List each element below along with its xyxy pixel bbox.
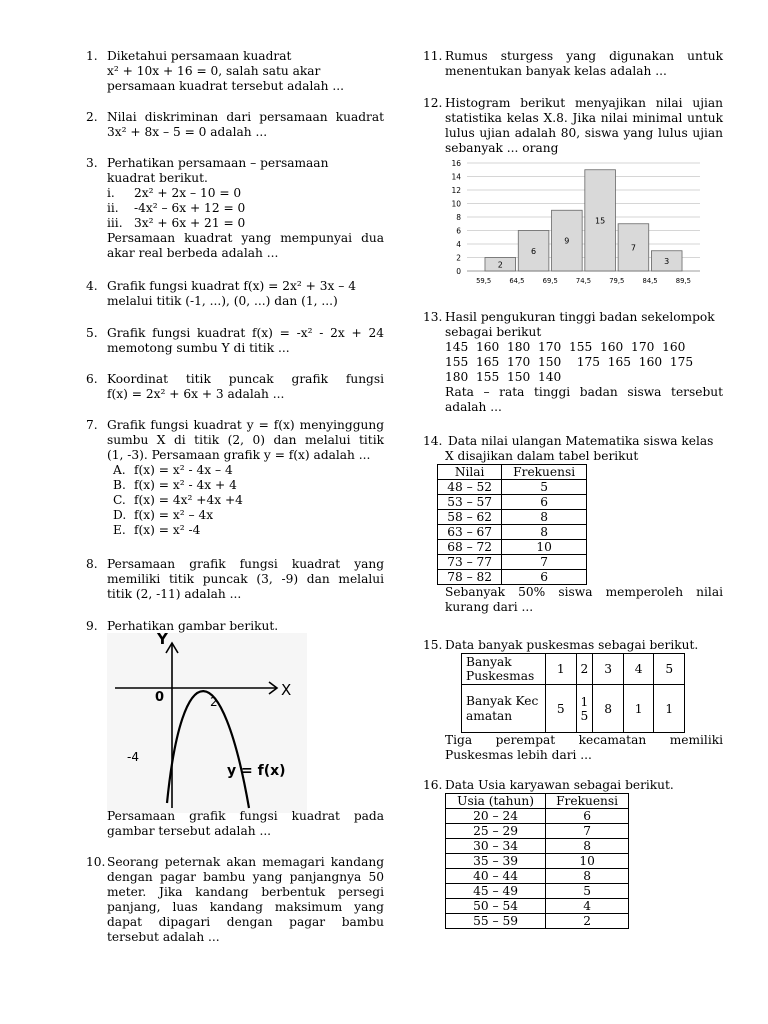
question-6: 6. Koordinat titik puncak grafik fungsi f(x) = 2x² + 6x + 3 adalah ... [86,372,384,401]
option-b: B. f(x) = x² - 4x + 4 [113,478,237,492]
question-4: 4. Grafik fungsi kuadrat f(x) = 2x² + 3x – 4 melalui titik (-1, ...), (0, ...) dan (1, ...) [86,279,356,308]
y-tick-label: 2 [456,253,461,263]
question-9: 9. Perhatikan gambar berikut. [86,619,279,633]
question-15: 15. Data banyak puskesmas sebagai berikut. Banyak Puskesmas 1 2 3 4 5 Banyak Kecamatan 5 15 8 1 1 Tiga perempat kecamatan memiliki Puskesmas lebih dari ... [423,638,723,762]
bar-data-label: 2 [497,260,503,270]
age-table [445,793,629,929]
histogram-chart [445,157,715,292]
table-header: Nilai Frekuensi [438,465,587,480]
function-label: y = f(x) [227,763,286,779]
puskesmas-table [461,653,685,733]
question-9-after: Persamaan grafik fungsi kuadrat pada gambar tersebut adalah ... [107,809,384,838]
table-row: 58 – 62 8 [438,510,587,525]
table-row: 45 – 49 5 [446,884,629,899]
x-tick-label: 74,5 [575,277,592,285]
x-tick-label: 64,5 [509,277,525,285]
table-row: 50 – 54 4 [446,899,629,914]
option-e: E. f(x) = x² -4 [113,523,201,537]
option-d: D. f(x) = x² – 4x [113,508,214,522]
option-a: A. f(x) = x² - 4x – 4 [113,463,233,477]
table-row: Banyak Kecamatan 5 15 8 1 1 [462,685,685,733]
y-tick-label: 8 [456,213,461,222]
graph-background [107,633,307,813]
x-tick-label: 84,5 [642,277,658,285]
question-2: 2. Nilai diskriminan dari persamaan kuadrat 3x² + 8x – 5 = 0 adalah ... [86,110,384,139]
table-row: 30 – 34 8 [446,839,629,854]
table-row: 48 – 52 5 [438,480,587,495]
parabola-graph [107,633,307,813]
option-c: C. f(x) = 4x² +4x +4 [113,493,243,507]
table-row: 40 – 44 8 [446,869,629,884]
y-tick-label: 4 [456,240,461,249]
table-row: 78 – 82 6 [438,570,587,585]
bar-data-label: 9 [564,236,570,246]
y-tick-label: 0 [456,267,461,276]
question-14: 14. Data nilai ulangan Matematika siswa kelas X disajikan dalam tabel berikut Nilai Frekuensi 48 – 52 5 53 – 57 6 58 – 62 8 63 – 67 8 68 – 72 10 73 – 77 7 78 – 82 6 Sebanyak 50% siswa memperoleh nilai kurang dari ... [423,434,723,614]
bar-data-label: 6 [531,246,537,256]
table-row: 20 – 24 6 [446,809,629,824]
bar-data-label: 15 [595,216,606,226]
question-11: 11. Rumus sturgess yang digunakan untuk menentukan banyak kelas adalah ... [423,49,723,78]
question-5: 5. Grafik fungsi kuadrat f(x) = -x² - 2x + 24 memotong sumbu Y di titik ... [86,326,384,355]
y-tick-label: 12 [451,186,461,195]
y-intercept-label: -4 [127,750,139,764]
question-7: 7. Grafik fungsi kuadrat y = f(x) menyinggung sumbu X di titik (2, 0) dan melalui titik (1, -3). Persamaan grafik y = f(x) adalah ... A. f(x) = x² - 4x – 4 B. f(x) = x² - 4x + 4 C. f(x) = 4x² +4x +4 D. f(x) = x² – 4x E. f(x) = x² -4 [86,418,384,537]
table-row: 25 – 29 7 [446,824,629,839]
table-row: 53 – 57 6 [438,495,587,510]
question-12: 12. Histogram berikut menyajikan nilai ujian statistika kelas X.8. Jika nilai minimal untuk lulus ujian adalah 80, siswa yang lulus ujian sebanyak ... orang [423,96,723,155]
x-tick-label: 79,5 [609,277,625,285]
root-label: 2 [210,695,218,709]
table-row: 63 – 67 8 [438,525,587,540]
bar-data-label: 7 [630,243,636,253]
x-axis-label: X [281,681,292,699]
y-tick-label: 14 [451,172,461,182]
question-3: 3. Perhatikan persamaan – persamaan kuadrat berikut. i. 2x² + 2x – 10 = 0 ii. -4x² – 6x + 12 = 0 iii. 3x² + 6x + 21 = 0 Persamaan kuadrat yang mempunyai dua akar real berbeda adalah ... [86,156,384,260]
table-row: 68 – 72 10 [438,540,587,555]
bar-data-label: 3 [664,256,670,266]
table-row: Banyak Puskesmas 1 2 3 4 5 [462,654,685,685]
table-row: 73 – 77 7 [438,555,587,570]
y-axis-label: Y [157,633,168,648]
table-row: 35 – 39 10 [446,854,629,869]
question-1: 1. Diketahui persamaan kuadrat x² + 10x + 16 = 0, salah satu akar persamaan kuadrat tersebut adalah ... [86,49,345,93]
table-header: Usia (tahun) Frekuensi [446,794,629,809]
y-tick-label: 10 [451,199,461,209]
question-16: 16. Data Usia karyawan sebagai berikut. Usia (tahun) Frekuensi 20 – 24 6 25 – 29 7 30 – 34 8 35 – 39 10 40 – 44 8 45 – 49 5 50 – 54 4 55 – 59 2 [423,778,674,928]
question-13: 13. Hasil pengukuran tinggi badan sekelompok sebagai berikut 145 160 180 170 155 160 170 160 155 165 170 150 175 165 160 175 180 155 150 140 Rata – rata tinggi badan siswa tersebut adalah ... [423,310,723,414]
x-tick-label: 59,5 [476,277,492,285]
table-row: 55 – 59 2 [446,914,629,929]
origin-label: 0 [155,690,165,705]
question-8: 8. Persamaan grafik fungsi kuadrat yang memiliki titik puncak (3, -9) dan melalui titik (2, -11) adalah ... [86,557,384,601]
y-tick-label: 6 [456,226,461,236]
y-tick-label: 16 [451,159,461,168]
question-10: 10. Seorang peternak akan memagari kandang dengan pagar bambu yang panjangnya 50 meter. Jika kandang berbentuk persegi panjang, luas kandang maksimum yang dapat dipagari dengan pagar bambu tersebut adalah ... [86,855,384,944]
grade-table [437,464,587,585]
x-tick-label: 69,5 [542,277,558,285]
question-number: 1. [86,49,98,63]
x-tick-label: 89,5 [675,277,691,285]
